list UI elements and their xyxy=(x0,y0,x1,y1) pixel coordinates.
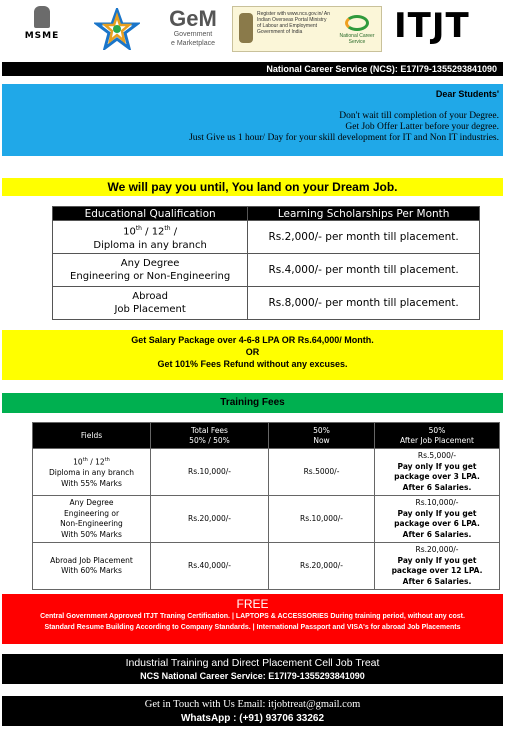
free-title: FREE xyxy=(236,597,269,611)
qualification-cell: 10th / 12th / Diploma in any branch xyxy=(53,221,248,254)
students-line-1: Don't wait till completion of your Degree. xyxy=(339,111,499,121)
ncs-name: National Career Service xyxy=(339,33,375,45)
students-message xyxy=(2,84,503,156)
msme-logo xyxy=(22,6,62,50)
table-header-row xyxy=(33,423,500,449)
gem-logo-text xyxy=(160,8,226,48)
gem-star-icon xyxy=(94,8,140,50)
ncs-logo xyxy=(232,6,382,52)
column-header: Total Fees 50% / 50% xyxy=(151,423,269,449)
table-row xyxy=(33,543,500,590)
ncs-id-bar: National Career Service (NCS): E17I79-1355293841090 xyxy=(2,62,503,76)
column-header: Learning Scholarships Per Month xyxy=(248,207,480,221)
ncs-register-text: Register with www.ncs.gov.in/ An Indian Overseas Portal Ministry of Labour and Employment Government of India xyxy=(257,11,330,35)
msme-text: MSME xyxy=(24,31,60,41)
now-cell: Rs.5000/- xyxy=(269,449,375,496)
fields-cell: 10th / 12th Diploma in any branch With 55% Marks xyxy=(33,449,151,496)
now-cell: Rs.20,000/- xyxy=(269,543,375,590)
column-header: 50% Now xyxy=(269,423,375,449)
total-cell: Rs.40,000/- xyxy=(151,543,269,590)
training-line-2: NCS National Career Service: E17I79-1355293841090 xyxy=(140,671,365,681)
emblem-icon xyxy=(239,13,253,43)
training-fees-title: Training Fees xyxy=(2,393,503,413)
fees-table xyxy=(32,422,500,590)
fields-cell: Any Degree Engineering or Non-Engineering With 50% Marks xyxy=(33,496,151,543)
after-cell: Rs.10,000/- Pay only If you get package over 6 LPA. After 6 Salaries. xyxy=(375,496,500,543)
after-cell: Rs.5,000/- Pay only If you get package over 3 LPA. After 6 Salaries. xyxy=(375,449,500,496)
table-row xyxy=(33,496,500,543)
amount-cell: Rs.2,000/- per month till placement. xyxy=(248,221,480,254)
students-title: Dear Students' xyxy=(435,89,499,99)
itjt-logo: ITJT xyxy=(394,6,470,46)
table-row xyxy=(53,287,480,320)
total-cell: Rs.10,000/- xyxy=(151,449,269,496)
qualification-cell: Abroad Job Placement xyxy=(53,287,248,320)
table-row xyxy=(33,449,500,496)
column-header: 50% After Job Placement xyxy=(375,423,500,449)
header-logos xyxy=(0,0,515,58)
free-line-2: Standard Resume Building According to Company Standards. | International Passport and VISA's for abroad Job Placements xyxy=(44,624,461,631)
now-cell: Rs.10,000/- xyxy=(269,496,375,543)
scholarship-table xyxy=(52,206,480,320)
salary-line-1: Get Salary Package over 4-6-8 LPA OR Rs.64,000/ Month. xyxy=(131,335,374,345)
emblem-icon xyxy=(34,6,50,28)
contact-email: Get in Touch with Us Email: itjobtreat@gmail.com xyxy=(144,699,361,710)
amount-cell: Rs.8,000/- per month till placement. xyxy=(248,287,480,320)
amount-cell: Rs.4,000/- per month till placement. xyxy=(248,254,480,287)
table-row xyxy=(53,254,480,287)
column-header: Educational Qualification xyxy=(53,207,248,221)
free-line-1: Central Government Approved ITJT Traning Certification. | LAPTOPS & ACCESSORIES During training period, without any cost. xyxy=(40,613,465,620)
students-line-2: Get Job Offer Latter before your degree. xyxy=(345,122,499,132)
gem-subtitle-2: e Marketplace xyxy=(171,40,215,47)
salary-line-3: Get 101% Fees Refund without any excuses. xyxy=(157,359,348,369)
gem-subtitle-1: Government xyxy=(173,31,213,38)
after-cell: Rs.20,000/- Pay only If you get package over 12 LPA. After 6 Salaries. xyxy=(375,543,500,590)
training-cell-bar xyxy=(2,654,503,684)
table-row xyxy=(53,221,480,254)
ncs-swirl-icon xyxy=(345,15,369,31)
gem-title: GeM xyxy=(169,6,217,31)
training-line-1: Industrial Training and Direct Placement Cell Job Treat xyxy=(125,657,380,669)
table-header-row xyxy=(53,207,480,221)
contact-whatsapp: WhatsApp : (+91) 93706 33262 xyxy=(180,713,325,724)
contact-bar xyxy=(2,696,503,726)
salary-line-2: OR xyxy=(245,347,260,357)
pay-banner: We will pay you until, You land on your Dream Job. xyxy=(2,178,503,196)
students-line-3: Just Give us 1 hour/ Day for your skill development for IT and Non IT industries. xyxy=(189,133,499,143)
total-cell: Rs.20,000/- xyxy=(151,496,269,543)
salary-banner xyxy=(2,330,503,380)
column-header: Fields xyxy=(33,423,151,449)
fields-cell: Abroad Job Placement With 60% Marks xyxy=(33,543,151,590)
qualification-cell: Any Degree Engineering or Non-Engineering xyxy=(53,254,248,287)
free-banner xyxy=(2,594,503,644)
